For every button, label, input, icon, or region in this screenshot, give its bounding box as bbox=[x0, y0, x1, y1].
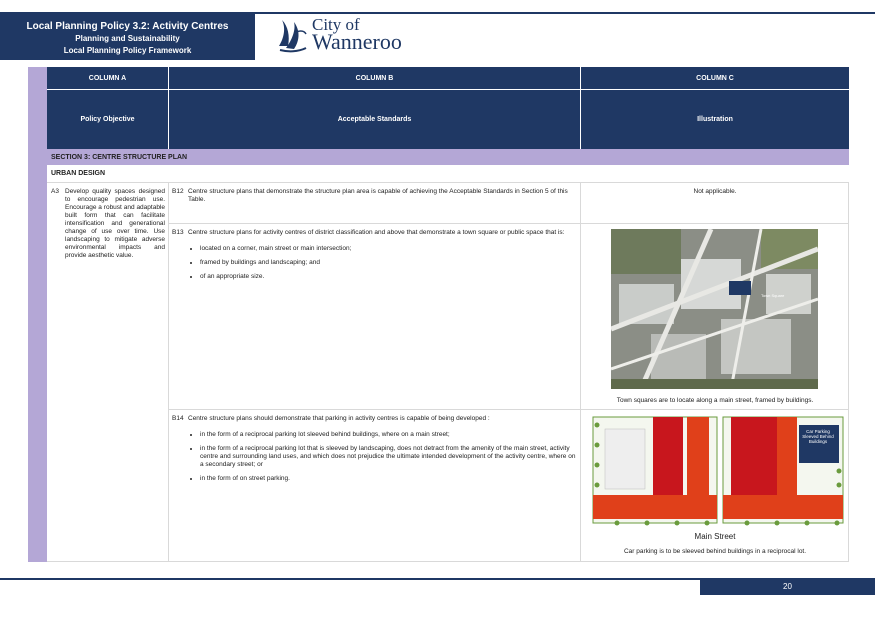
section-heading: SECTION 3: CENTRE STRUCTURE PLAN bbox=[47, 149, 849, 165]
col-divider-c bbox=[848, 183, 849, 562]
logo-line2: Wanneroo bbox=[312, 29, 402, 54]
col-c-header: COLUMN C bbox=[581, 67, 849, 89]
col-divider-b bbox=[580, 183, 581, 562]
b13-item-2: • framed by buildings and landscaping; and bbox=[200, 259, 576, 267]
b14-caption: Car parking is to be sleeved behind buildings in a reciprocal lot. bbox=[623, 548, 807, 555]
header-title bbox=[0, 21, 255, 57]
header-title-line3: Local Planning Policy Framework bbox=[63, 46, 192, 55]
row-divider-1 bbox=[169, 223, 849, 224]
col-b-subheader: Acceptable Standards bbox=[169, 90, 580, 149]
col-a-subheader: Policy Objective bbox=[47, 90, 168, 149]
col-b-header: COLUMN B bbox=[169, 67, 580, 89]
b13-item-1: • located on a corner, main street or main intersection; bbox=[200, 245, 576, 253]
b14-item-3: • in the form of on street parking. bbox=[200, 475, 576, 483]
table-left-bar bbox=[28, 67, 47, 562]
header-rule bbox=[255, 12, 875, 14]
b14-code: B14 bbox=[172, 415, 184, 422]
parking-diagram-label: Car Parking Sleeved Behind Buildings bbox=[802, 429, 834, 444]
logo-text bbox=[312, 15, 402, 54]
city-logo bbox=[276, 16, 436, 56]
row-divider-3 bbox=[47, 561, 849, 562]
b13-item-3: • of an appropriate size. bbox=[200, 273, 576, 281]
footer-rule bbox=[0, 578, 700, 580]
header-title-line1: Local Planning Policy 3.2: Activity Centres bbox=[26, 21, 229, 32]
b13-text: Centre structure plans for activity centres of district classification and above that demonstrate a town square or public space that is: bbox=[188, 229, 565, 236]
map-label: Town Square bbox=[761, 293, 785, 298]
b13-caption: Town squares are to locate along a main street, framed by buildings. bbox=[616, 397, 814, 404]
policy-table bbox=[28, 67, 849, 562]
b12-illustration: Not applicable. bbox=[693, 188, 737, 195]
b14-item-2: • in the form of a reciprocal parking lot that is sleeved by landscaping, does not detract from the amenity of the main street, activity centre and surrounding land uses, and which does not prejudice the ultimate intended development of the activity centre, where on a secondary street; or bbox=[200, 445, 576, 469]
b12-code: B12 bbox=[172, 188, 184, 195]
b12-text: Centre structure plans that demonstrate the structure plan area is capable of achieving the Acceptable Standards in Section 5 of this Table. bbox=[188, 188, 568, 203]
a3-text: Develop quality spaces designed to encourage pedestrian use. Encourage a robust and adaptable built form that can facilitate intensification and generational change of use over time. Use landscaping to mitigate adverse environmental impacts and provide aesthetic value. bbox=[65, 188, 165, 259]
b13-code: B13 bbox=[172, 229, 184, 236]
header-title-line2: Planning and Sustainability bbox=[75, 34, 180, 43]
col-a-header: COLUMN A bbox=[47, 67, 168, 89]
b13-block bbox=[188, 229, 576, 287]
b14-text: Centre structure plans should demonstrate that parking in activity centres is capable of being developed : bbox=[188, 415, 490, 422]
row-divider-2 bbox=[169, 409, 849, 410]
logo-line1: City of bbox=[312, 15, 360, 34]
page-header bbox=[0, 0, 875, 60]
main-street-label: Main Street bbox=[694, 532, 736, 541]
page-number: 20 bbox=[700, 578, 875, 595]
b13-list bbox=[188, 245, 576, 281]
b14-list bbox=[188, 431, 576, 483]
swan-logo-icon bbox=[276, 16, 310, 54]
a3-code: A3 bbox=[51, 188, 59, 195]
col-c-subheader: Illustration bbox=[581, 90, 849, 149]
aerial-town-square-image bbox=[611, 229, 818, 389]
subsection-heading: URBAN DESIGN bbox=[47, 165, 849, 183]
b14-item-1: • in the form of a reciprocal parking lot sleeved behind buildings, where on a main street; bbox=[200, 431, 576, 439]
col-divider-a bbox=[168, 183, 169, 562]
b14-block bbox=[188, 415, 576, 489]
